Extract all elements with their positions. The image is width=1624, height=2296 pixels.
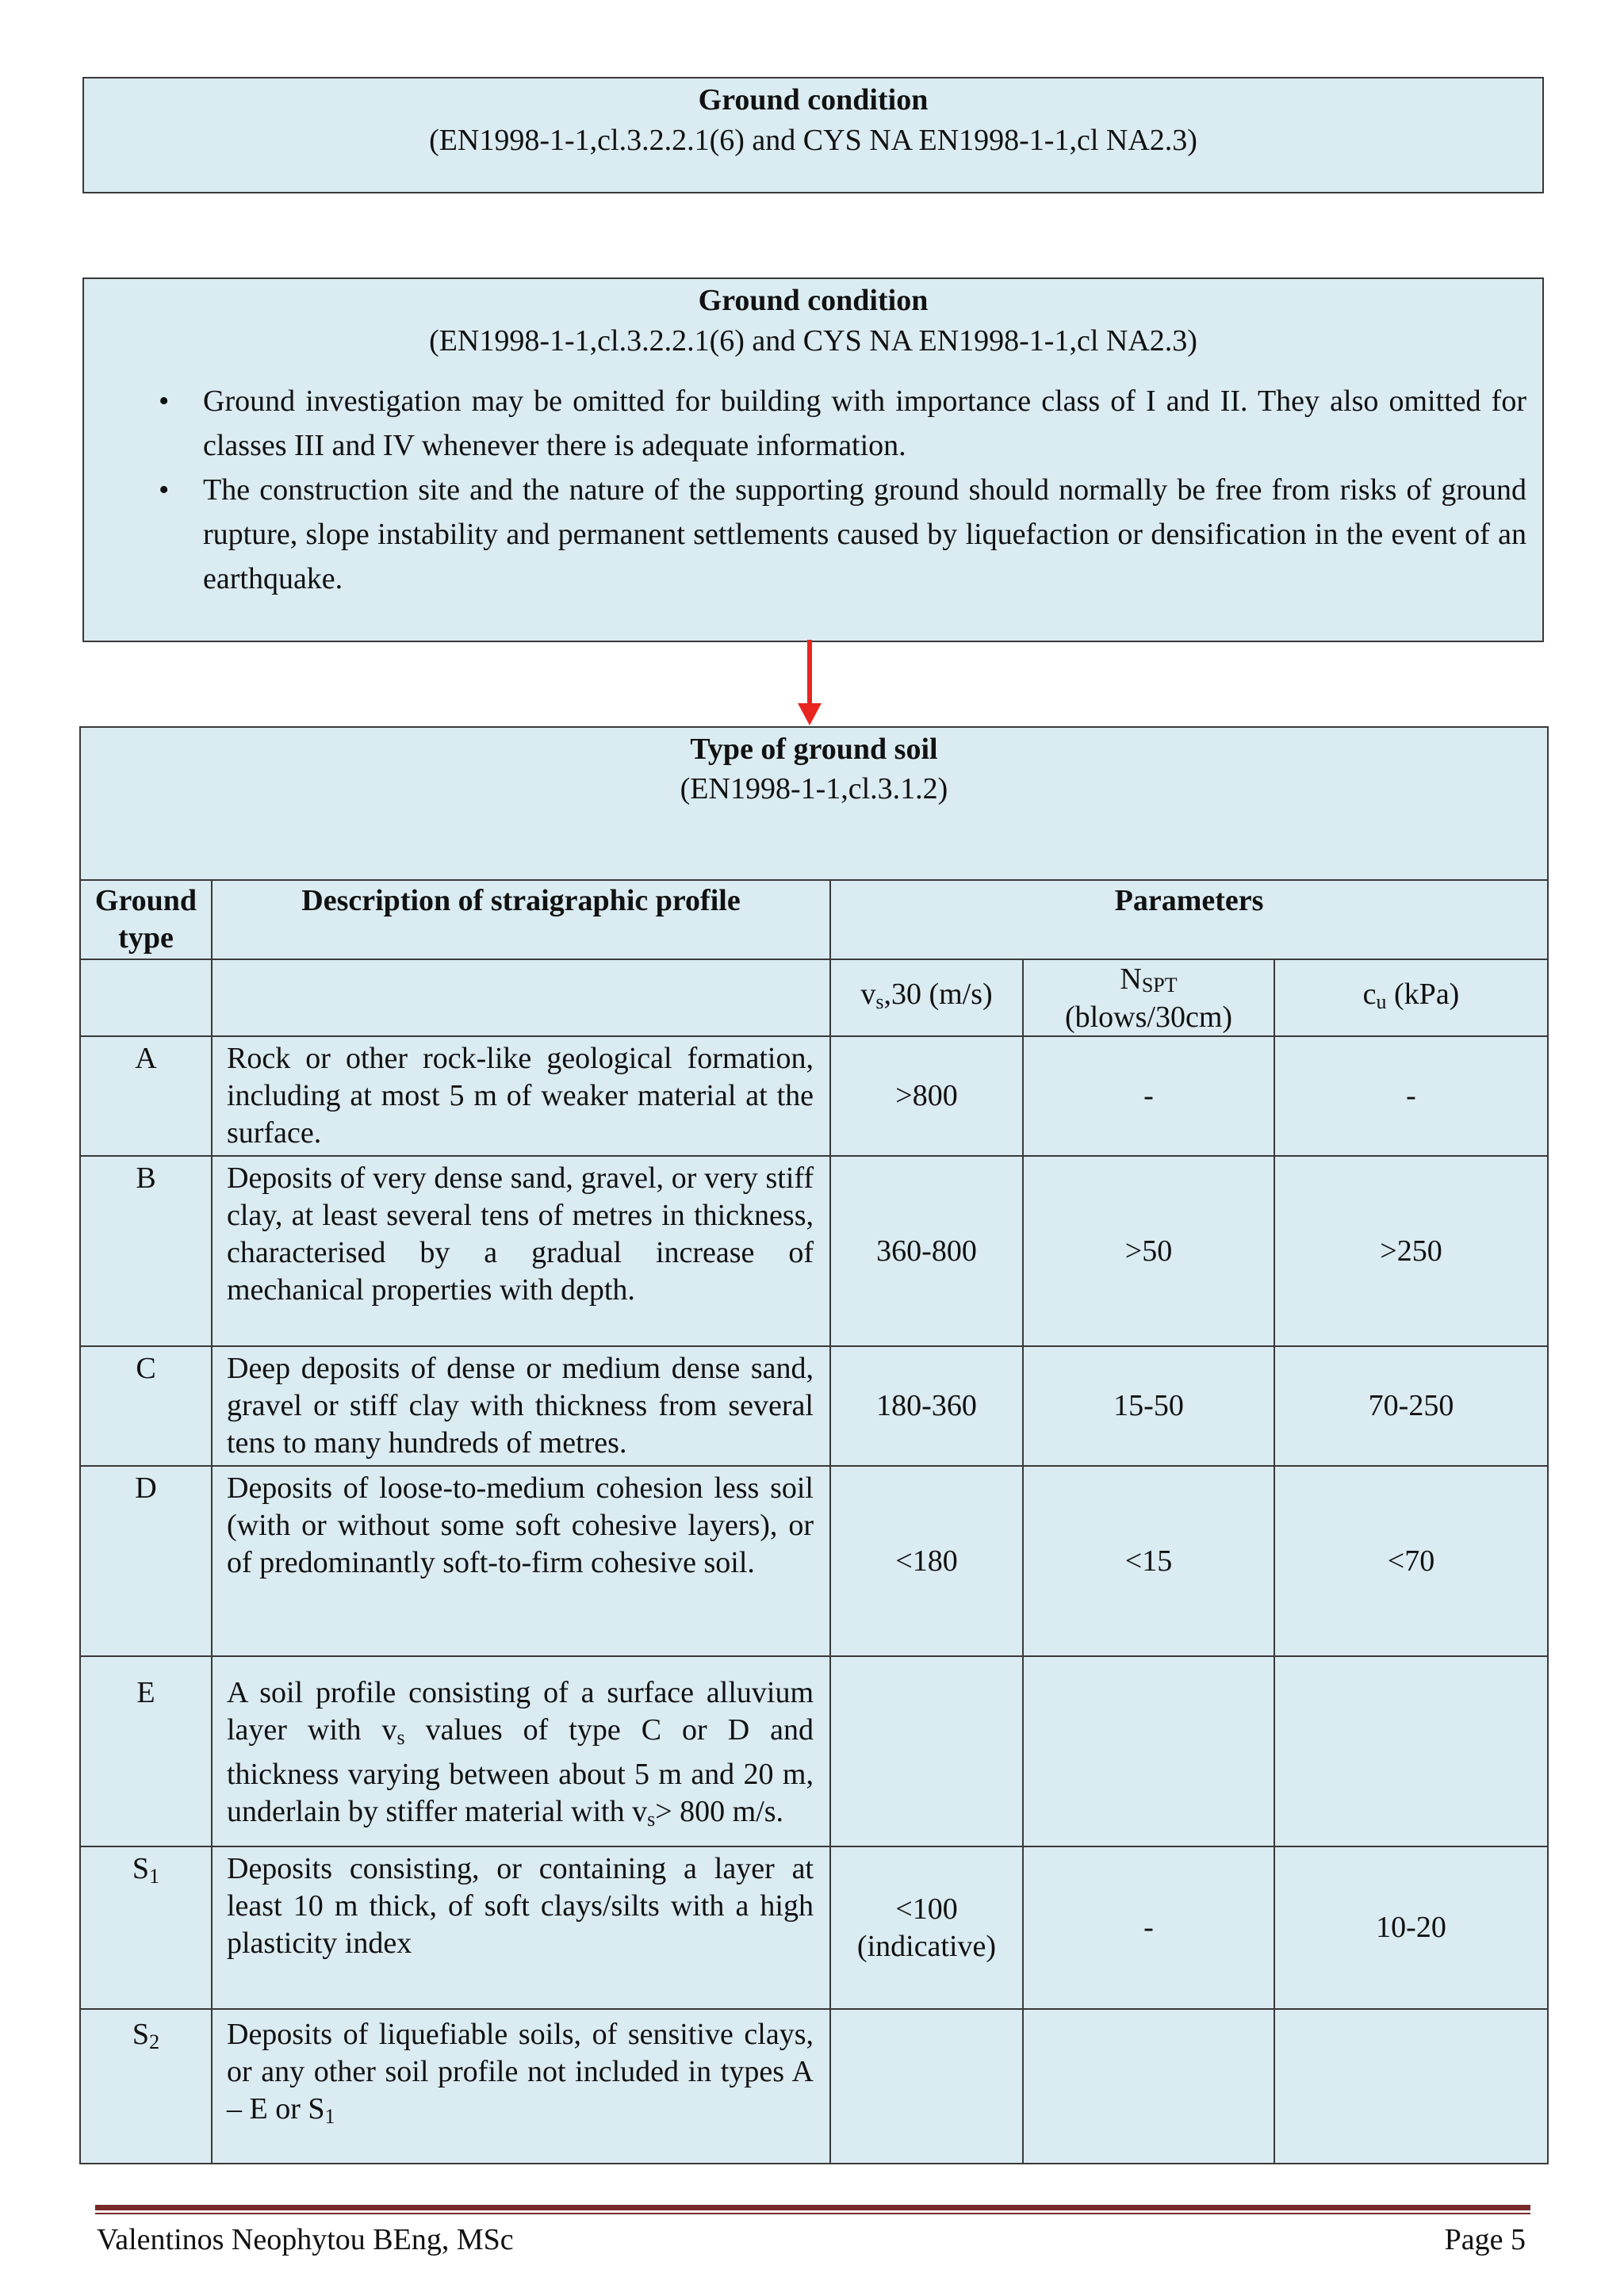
box1-title: Ground condition xyxy=(698,83,929,117)
page-number: Page 5 xyxy=(1444,2223,1526,2256)
description-cell: Deposits consisting, or containing a layer at least 10 m thick, of soft clays/silts with a high plasticity index xyxy=(212,1846,830,2009)
vs30-cell: 180-360 xyxy=(830,1346,1023,1466)
cu-cell: 10-20 xyxy=(1274,1846,1548,2009)
ground-type-cell: D xyxy=(80,1466,212,1656)
ground-type-cell: B xyxy=(80,1156,212,1346)
header-nspt: NSPT (blows/30cm) xyxy=(1023,959,1274,1036)
ground-type-cell: $S_2$ xyxy=(80,2009,212,2164)
nspt-cell: - xyxy=(1023,1846,1274,2009)
header-vs30: $v_s,30$ (m/s) xyxy=(830,959,1023,1036)
bullet-text: Ground investigation may be omitted for building with importance class of I and II. They also omitted for classes III and IV whenever there is adequate information. xyxy=(203,385,1526,462)
box1-subtitle: (EN1998-1-1,cl.3.2.2.1(6) and CYS NA EN1998-1-1,cl NA2.3) xyxy=(429,124,1197,157)
cu-cell: >250 xyxy=(1274,1156,1548,1346)
bullet-text: The construction site and the nature of the supporting ground should normally be free from risks of ground rupture, slope instability and permanent settlements caused by liquefaction or densification in the event of an earthquake. xyxy=(203,473,1526,595)
down-arrow-icon xyxy=(794,640,825,727)
ground-type-cell: C xyxy=(80,1346,212,1466)
nspt-cell: <15 xyxy=(1023,1466,1274,1656)
table-title: Type of ground soil xyxy=(690,733,938,766)
cu-cell: <70 xyxy=(1274,1466,1548,1656)
nspt-cell: 15-50 xyxy=(1023,1346,1274,1466)
description-cell: Deposits of very dense sand, gravel, or very stiff clay, at least several tens of metres in thickness, characterised by a gradual increase of mechanical properties with depth. xyxy=(212,1156,830,1346)
nspt-cell xyxy=(1023,2009,1274,2164)
description-cell: Rock or other rock-like geological formation, including at most 5 m of weaker material at the surface. xyxy=(212,1036,830,1156)
table-row xyxy=(80,1846,1548,2009)
table-subtitle: (EN1998-1-1,cl.3.1.2) xyxy=(680,772,948,806)
ground-condition-box-top xyxy=(82,77,1544,193)
box2-subtitle: (EN1998-1-1,cl.3.2.2.1(6) and CYS NA EN1998-1-1,cl NA2.3) xyxy=(429,324,1197,358)
header-ground-type: Ground type xyxy=(80,880,212,959)
ground-type-cell: A xyxy=(80,1036,212,1156)
footer-author: Valentinos Neophytou BEng, MSc xyxy=(97,2223,514,2256)
table-row xyxy=(80,1466,1548,1656)
table-row xyxy=(80,1346,1548,1466)
bullet-item xyxy=(159,468,1526,601)
vs30-cell xyxy=(830,2009,1023,2164)
cu-cell xyxy=(1274,2009,1548,2164)
vs30-cell: 360-800 xyxy=(830,1156,1023,1346)
ground-condition-box-detail xyxy=(82,277,1544,642)
footer-rule xyxy=(95,2205,1530,2210)
description-cell: A soil profile consisting of a surface alluvium layer with $v_s$ values of type C or D and thickness varying between about 5 m and 20 m, underlain by stiffer material with $v_s> 800$ m/s. xyxy=(212,1656,830,1846)
ground-soil-type-table xyxy=(79,726,1549,2164)
description-cell: Deep deposits of dense or medium dense sand, gravel or stiff clay with thickness from several tens to many hundreds of metres. xyxy=(212,1346,830,1466)
vs30-cell: >800 xyxy=(830,1036,1023,1156)
empty-cell xyxy=(212,959,830,1036)
bullet-item xyxy=(159,379,1526,468)
vs30-cell: <180 xyxy=(830,1466,1023,1656)
header-parameters: Parameters xyxy=(830,880,1548,959)
header-description: Description of straigraphic profile xyxy=(212,880,830,959)
vs30-cell xyxy=(830,1656,1023,1846)
table-row xyxy=(80,1656,1548,1846)
nspt-cell xyxy=(1023,1656,1274,1846)
vs30-cell: <100 (indicative) xyxy=(830,1846,1023,2009)
bullet-icon: • xyxy=(159,473,170,507)
cu-cell: - xyxy=(1274,1036,1548,1156)
nspt-cell: >50 xyxy=(1023,1156,1274,1346)
cu-cell xyxy=(1274,1656,1548,1846)
ground-condition-bullet-list xyxy=(159,379,1526,601)
description-cell: Deposits of loose-to-medium cohesion less soil (with or without some soft cohesive layers), or of predominantly soft-to-firm cohesive soil. xyxy=(212,1466,830,1656)
footer-rule-thin xyxy=(95,2213,1530,2214)
description-cell: Deposits of liquefiable soils, of sensitive clays, or any other soil profile not included in types A – E or $S_1$ xyxy=(212,2009,830,2164)
ground-type-cell: E xyxy=(80,1656,212,1846)
table-row xyxy=(80,1036,1548,1156)
bullet-icon: • xyxy=(159,385,170,418)
header-cu: $c_u$ (kPa) xyxy=(1274,959,1548,1036)
table-row xyxy=(80,1156,1548,1346)
box2-title: Ground condition xyxy=(698,284,929,317)
table-title-cell xyxy=(80,727,1548,880)
table-row xyxy=(80,2009,1548,2164)
ground-type-cell: $S_1$ xyxy=(80,1846,212,2009)
cu-cell: 70-250 xyxy=(1274,1346,1548,1466)
empty-cell xyxy=(80,959,212,1036)
nspt-cell: - xyxy=(1023,1036,1274,1156)
